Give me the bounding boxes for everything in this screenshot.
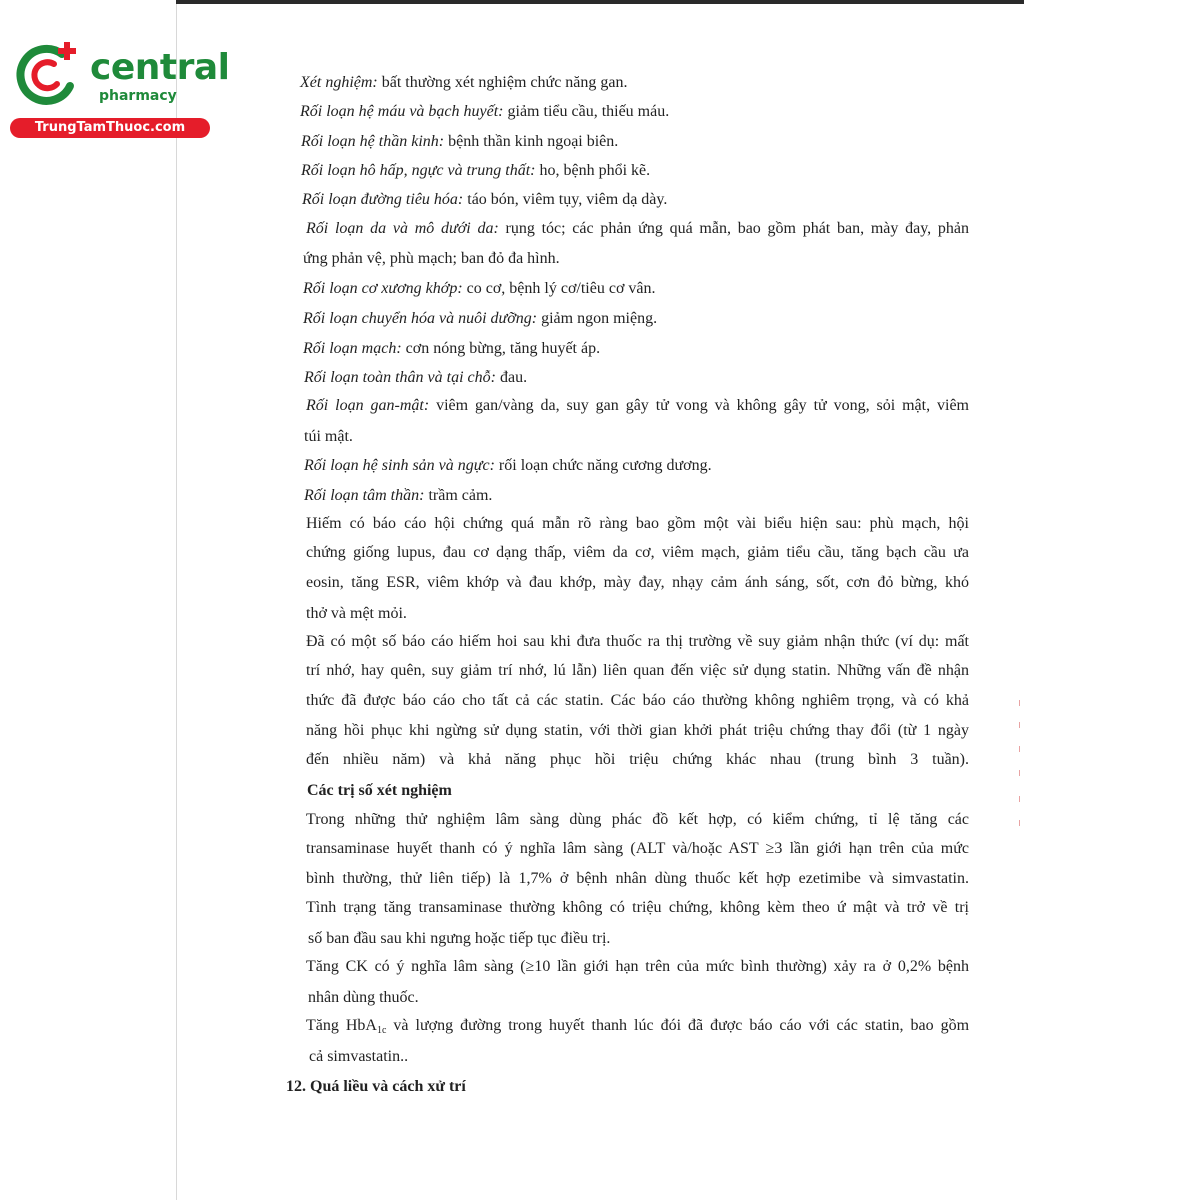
category-label: Rối loạn hệ thần kinh:	[301, 133, 445, 150]
line-text: Hiếm có báo cáo hội chứng quá mẫn rõ ràng bao gồm một vài biểu hiện sau: phù mạch, hội	[306, 515, 969, 532]
text-line	[306, 543, 969, 563]
section-heading: 12. Quá liều và cách xử trí	[286, 1078, 466, 1095]
line-text: cơn nóng bừng, tăng huyết áp.	[401, 340, 601, 357]
line-text: Tăng CK có ý nghĩa lâm sàng (≥10 lần giới hạn trên của mức bình thường) xảy ra ở 0,2% bệnh	[306, 958, 969, 975]
central-pharmacy-logo	[10, 38, 230, 138]
line-text: ứng phản vệ, phù mạch; ban đỏ đa hình.	[303, 250, 560, 267]
category-label: Rối loạn đường tiêu hóa:	[302, 191, 464, 208]
text-line	[303, 339, 600, 359]
category-label: Rối loạn hô hấp, ngực và trung thất:	[301, 162, 536, 179]
category-label: Rối loạn hệ sinh sản và ngực:	[304, 457, 495, 474]
line-text: Đã có một số báo cáo hiếm hoi sau khi đưa thuốc ra thị trường về suy giảm nhận thức (ví dụ: mất	[306, 633, 969, 650]
text-line	[306, 869, 969, 889]
line-text: co cơ, bệnh lý cơ/tiêu cơ vân.	[462, 280, 656, 297]
line-text: giảm ngon miệng.	[537, 310, 658, 327]
text-line	[303, 249, 560, 269]
line-text: eosin, tăng ESR, viêm khớp và đau khớp, mày đay, nhạy cảm ánh sáng, sốt, cơn đỏ bừng, khó	[306, 574, 969, 591]
category-label: Rối loạn mạch:	[303, 340, 402, 357]
category-label: Rối loạn chuyển hóa và nuôi dưỡng:	[303, 310, 538, 327]
line-text: thở và mệt mỏi.	[306, 605, 407, 622]
text-line	[306, 691, 969, 711]
line-text: đau.	[495, 369, 528, 386]
text-line	[308, 988, 419, 1008]
logo-url: TrungTamThuoc.com	[10, 118, 210, 138]
category-label: Rối loạn da và mô dưới da:	[306, 220, 499, 237]
scan-margin-marks	[1016, 700, 1026, 840]
text-line	[304, 456, 712, 476]
category-label: Rối loạn toàn thân và tại chỗ:	[304, 369, 496, 386]
text-line	[304, 368, 527, 388]
pharmacy-cross-icon	[10, 38, 82, 110]
text-line	[306, 839, 969, 859]
text-line	[306, 632, 969, 652]
text-line	[303, 279, 656, 299]
category-label: Rối loạn tâm thần:	[304, 487, 425, 504]
text-line	[300, 73, 628, 93]
text-line	[300, 102, 669, 122]
text-line	[306, 957, 969, 977]
line-text: đến nhiều năm) và khả năng phục hồi triệu chứng khác nhau (trung bình 3 tuần).	[306, 751, 969, 768]
line-text: thức đã được báo cáo cho tất cả các statin. Các báo cáo thường không nghiêm trọng, và có khả	[306, 692, 969, 709]
text-line	[306, 396, 969, 416]
line-text: túi mật.	[304, 428, 353, 445]
subscript: 1c	[376, 1025, 387, 1036]
line-text: số ban đầu sau khi ngưng hoặc tiếp tục điều trị.	[308, 930, 611, 947]
text-line	[306, 898, 969, 918]
line-text: bệnh thần kinh ngoại biên.	[444, 133, 619, 150]
line-text: Tăng HbA	[306, 1017, 377, 1034]
line-text: Trong những thử nghiệm lâm sàng dùng phác đồ kết hợp, có kiểm chứng, tỉ lệ tăng các	[306, 811, 969, 828]
text-line	[306, 573, 969, 593]
line-text: chứng giống lupus, đau cơ dạng thấp, viêm da cơ, viêm mạch, giảm tiểu cầu, tăng bạch cầu ưa	[306, 544, 969, 561]
logo-subtitle: pharmacy	[99, 88, 177, 104]
scan-top-bar	[176, 0, 1024, 4]
text-line	[308, 929, 610, 949]
line-text: bình thường, thử liên tiếp) là 1,7% ở bệnh nhân dùng thuốc kết hợp ezetimibe và simvastatin.	[306, 870, 969, 887]
category-label: Xét nghiệm:	[300, 74, 378, 91]
text-line	[302, 190, 667, 210]
category-label: Rối loạn hệ máu và bạch huyết:	[300, 103, 504, 120]
text-line	[301, 161, 650, 181]
text-line	[304, 486, 492, 506]
line-text: và lượng đường trong huyết thanh lúc đói đã được báo cáo với các statin, bao gồm	[386, 1017, 970, 1034]
line-text: táo bón, viêm tụy, viêm dạ dày.	[463, 191, 668, 208]
line-text: cả simvastatin..	[309, 1048, 409, 1065]
logo-brand: central	[90, 47, 230, 88]
line-text: transaminase huyết thanh có ý nghĩa lâm sàng (ALT và/hoặc AST ≥3 lần giới hạn trên của mức	[306, 840, 969, 857]
category-label: Rối loạn cơ xương khớp:	[303, 280, 463, 297]
line-text: bất thường xét nghiệm chức năng gan.	[377, 74, 628, 91]
line-text: ho, bệnh phổi kẽ.	[535, 162, 651, 179]
line-text: trí nhớ, hay quên, suy giảm trí nhớ, lú lẫn) liên quan đến việc sử dụng statin. Những vấn đề nhận	[306, 662, 969, 679]
text-line	[306, 604, 407, 624]
text-line	[306, 514, 969, 534]
section-heading: Các trị số xét nghiệm	[307, 782, 452, 799]
line-text: giảm tiểu cầu, thiếu máu.	[503, 103, 670, 120]
text-line	[306, 219, 969, 239]
line-text: viêm gan/vàng da, suy gan gây tử vong và không gây tử vong, sỏi mật, viêm	[429, 397, 970, 414]
text-line	[306, 1016, 969, 1036]
line-text: trầm cảm.	[424, 487, 493, 504]
line-text: rối loạn chức năng cương dương.	[494, 457, 712, 474]
text-line	[309, 1047, 408, 1067]
text-line	[306, 661, 969, 681]
text-line	[304, 427, 353, 447]
text-line	[306, 721, 969, 741]
text-line	[306, 750, 969, 770]
line-text: năng hồi phục khi ngừng sử dụng statin, với thời gian khởi phát triệu chứng thay đổi (từ 1 ngày	[306, 722, 969, 739]
line-text: Tình trạng tăng transaminase thường không có triệu chứng, không kèm theo ứ mật và trở về trị	[306, 899, 969, 916]
category-label: Rối loạn gan-mật:	[306, 397, 430, 414]
text-line	[306, 810, 969, 830]
scan-edge	[176, 0, 177, 1200]
text-line	[301, 132, 618, 152]
text-line	[303, 309, 657, 329]
line-text: nhân dùng thuốc.	[308, 989, 419, 1006]
line-text: rụng tóc; các phản ứng quá mẫn, bao gồm phát ban, mày đay, phản	[498, 220, 969, 237]
